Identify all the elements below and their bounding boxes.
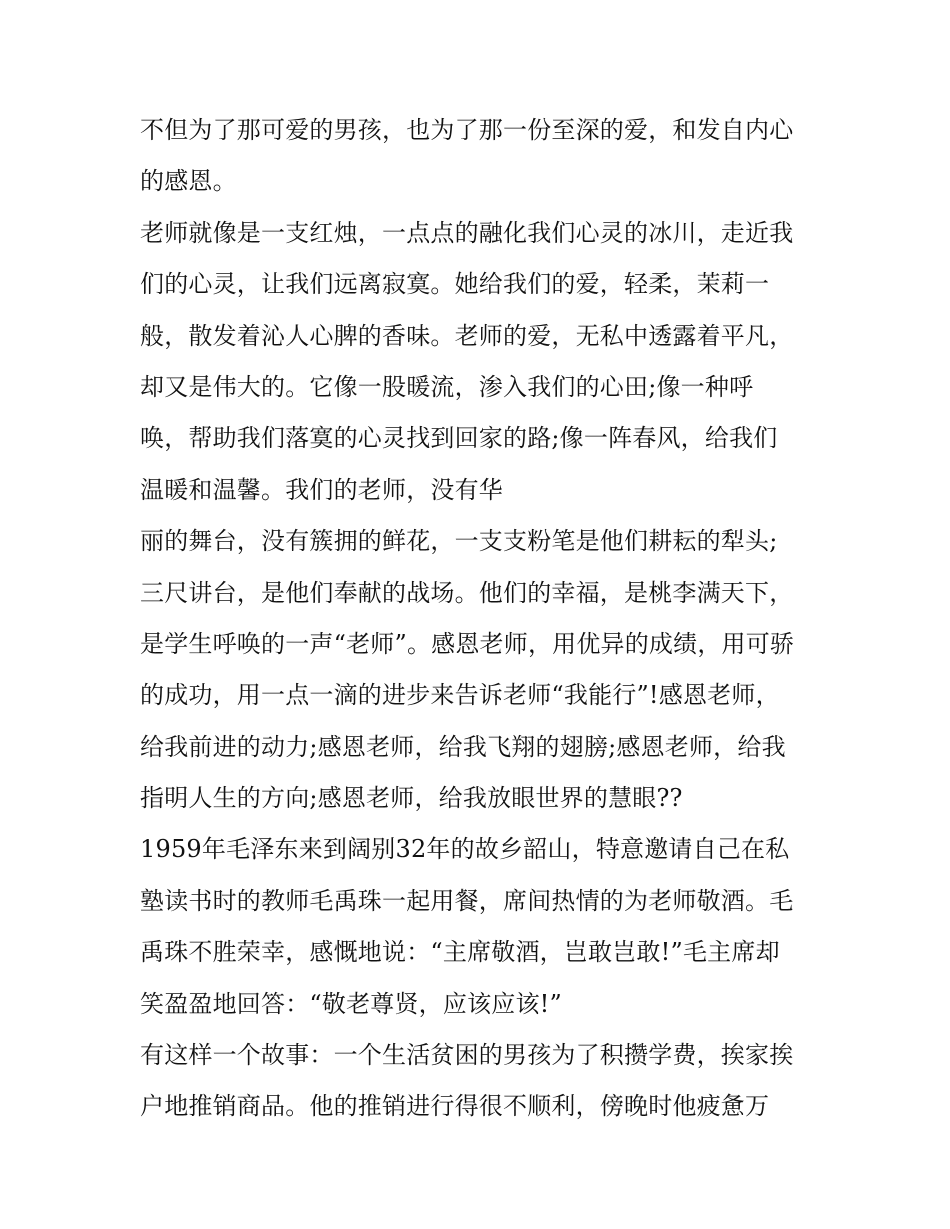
text-line: 们的心灵，让我们远离寂寞。她给我们的爱，轻柔，茉莉一: [140, 270, 770, 299]
text-line: 指明人生的方向;感恩老师，给我放眼世界的慧眼??: [140, 784, 683, 813]
text-line: 给我前进的动力;感恩老师，给我飞翔的翅膀;感恩老师，给我: [140, 732, 786, 761]
text-line: 塾读书时的教师毛禹珠一起用餐，席间热情的为老师敬酒。毛: [140, 886, 794, 915]
text-line: 的感恩。: [140, 167, 237, 196]
text-line: 是学生呼唤的一声“老师”。感恩老师，用优异的成绩，用可骄: [140, 629, 795, 658]
text-line: 老师就像是一支红烛，一点点的融化我们心灵的冰川，走近我: [140, 218, 794, 247]
text-line: 笑盈盈地回答：“敬老尊贤，应该应该!”: [140, 989, 562, 1018]
text-line: 丽的舞台，没有簇拥的鲜花，一支支粉笔是他们耕耘的犁头;: [140, 527, 778, 556]
text-line: 唤，帮助我们落寞的心灵找到回家的路;像一阵春风，给我们: [140, 424, 778, 453]
text-line: 有这样一个故事：一个生活贫困的男孩为了积攒学费，挨家挨: [140, 1041, 794, 1070]
text-line: 温暖和温馨。我们的老师，没有华: [140, 475, 503, 504]
text-line: 禹珠不胜荣幸，感慨地说：“主席敬酒，岂敢岂敢!”毛主席却: [140, 938, 780, 967]
text-line: 般，散发着沁人心脾的香味。老师的爱，无私中透露着平凡，: [140, 321, 794, 350]
text-line: 不但为了那可爱的男孩，也为了那一份至深的爱，和发自内心: [140, 116, 794, 144]
body-text: [140, 105, 830, 1133]
text-line: 三尺讲台，是他们奉献的战场。他们的幸福，是桃李满天下，: [140, 578, 794, 607]
text-line: 的成功，用一点一滴的进步来告诉老师“我能行”!感恩老师，: [140, 681, 780, 710]
text-line: 却又是伟大的。它像一股暖流，渗入我们的心田;像一种呼: [140, 372, 754, 401]
text-line: 1959年毛泽东来到阔别32年的故乡韶山，特意邀请自己在私: [140, 835, 790, 864]
text-line: 户地推销商品。他的推销进行得很不顺利，傍晚时他疲惫万: [140, 1092, 770, 1121]
